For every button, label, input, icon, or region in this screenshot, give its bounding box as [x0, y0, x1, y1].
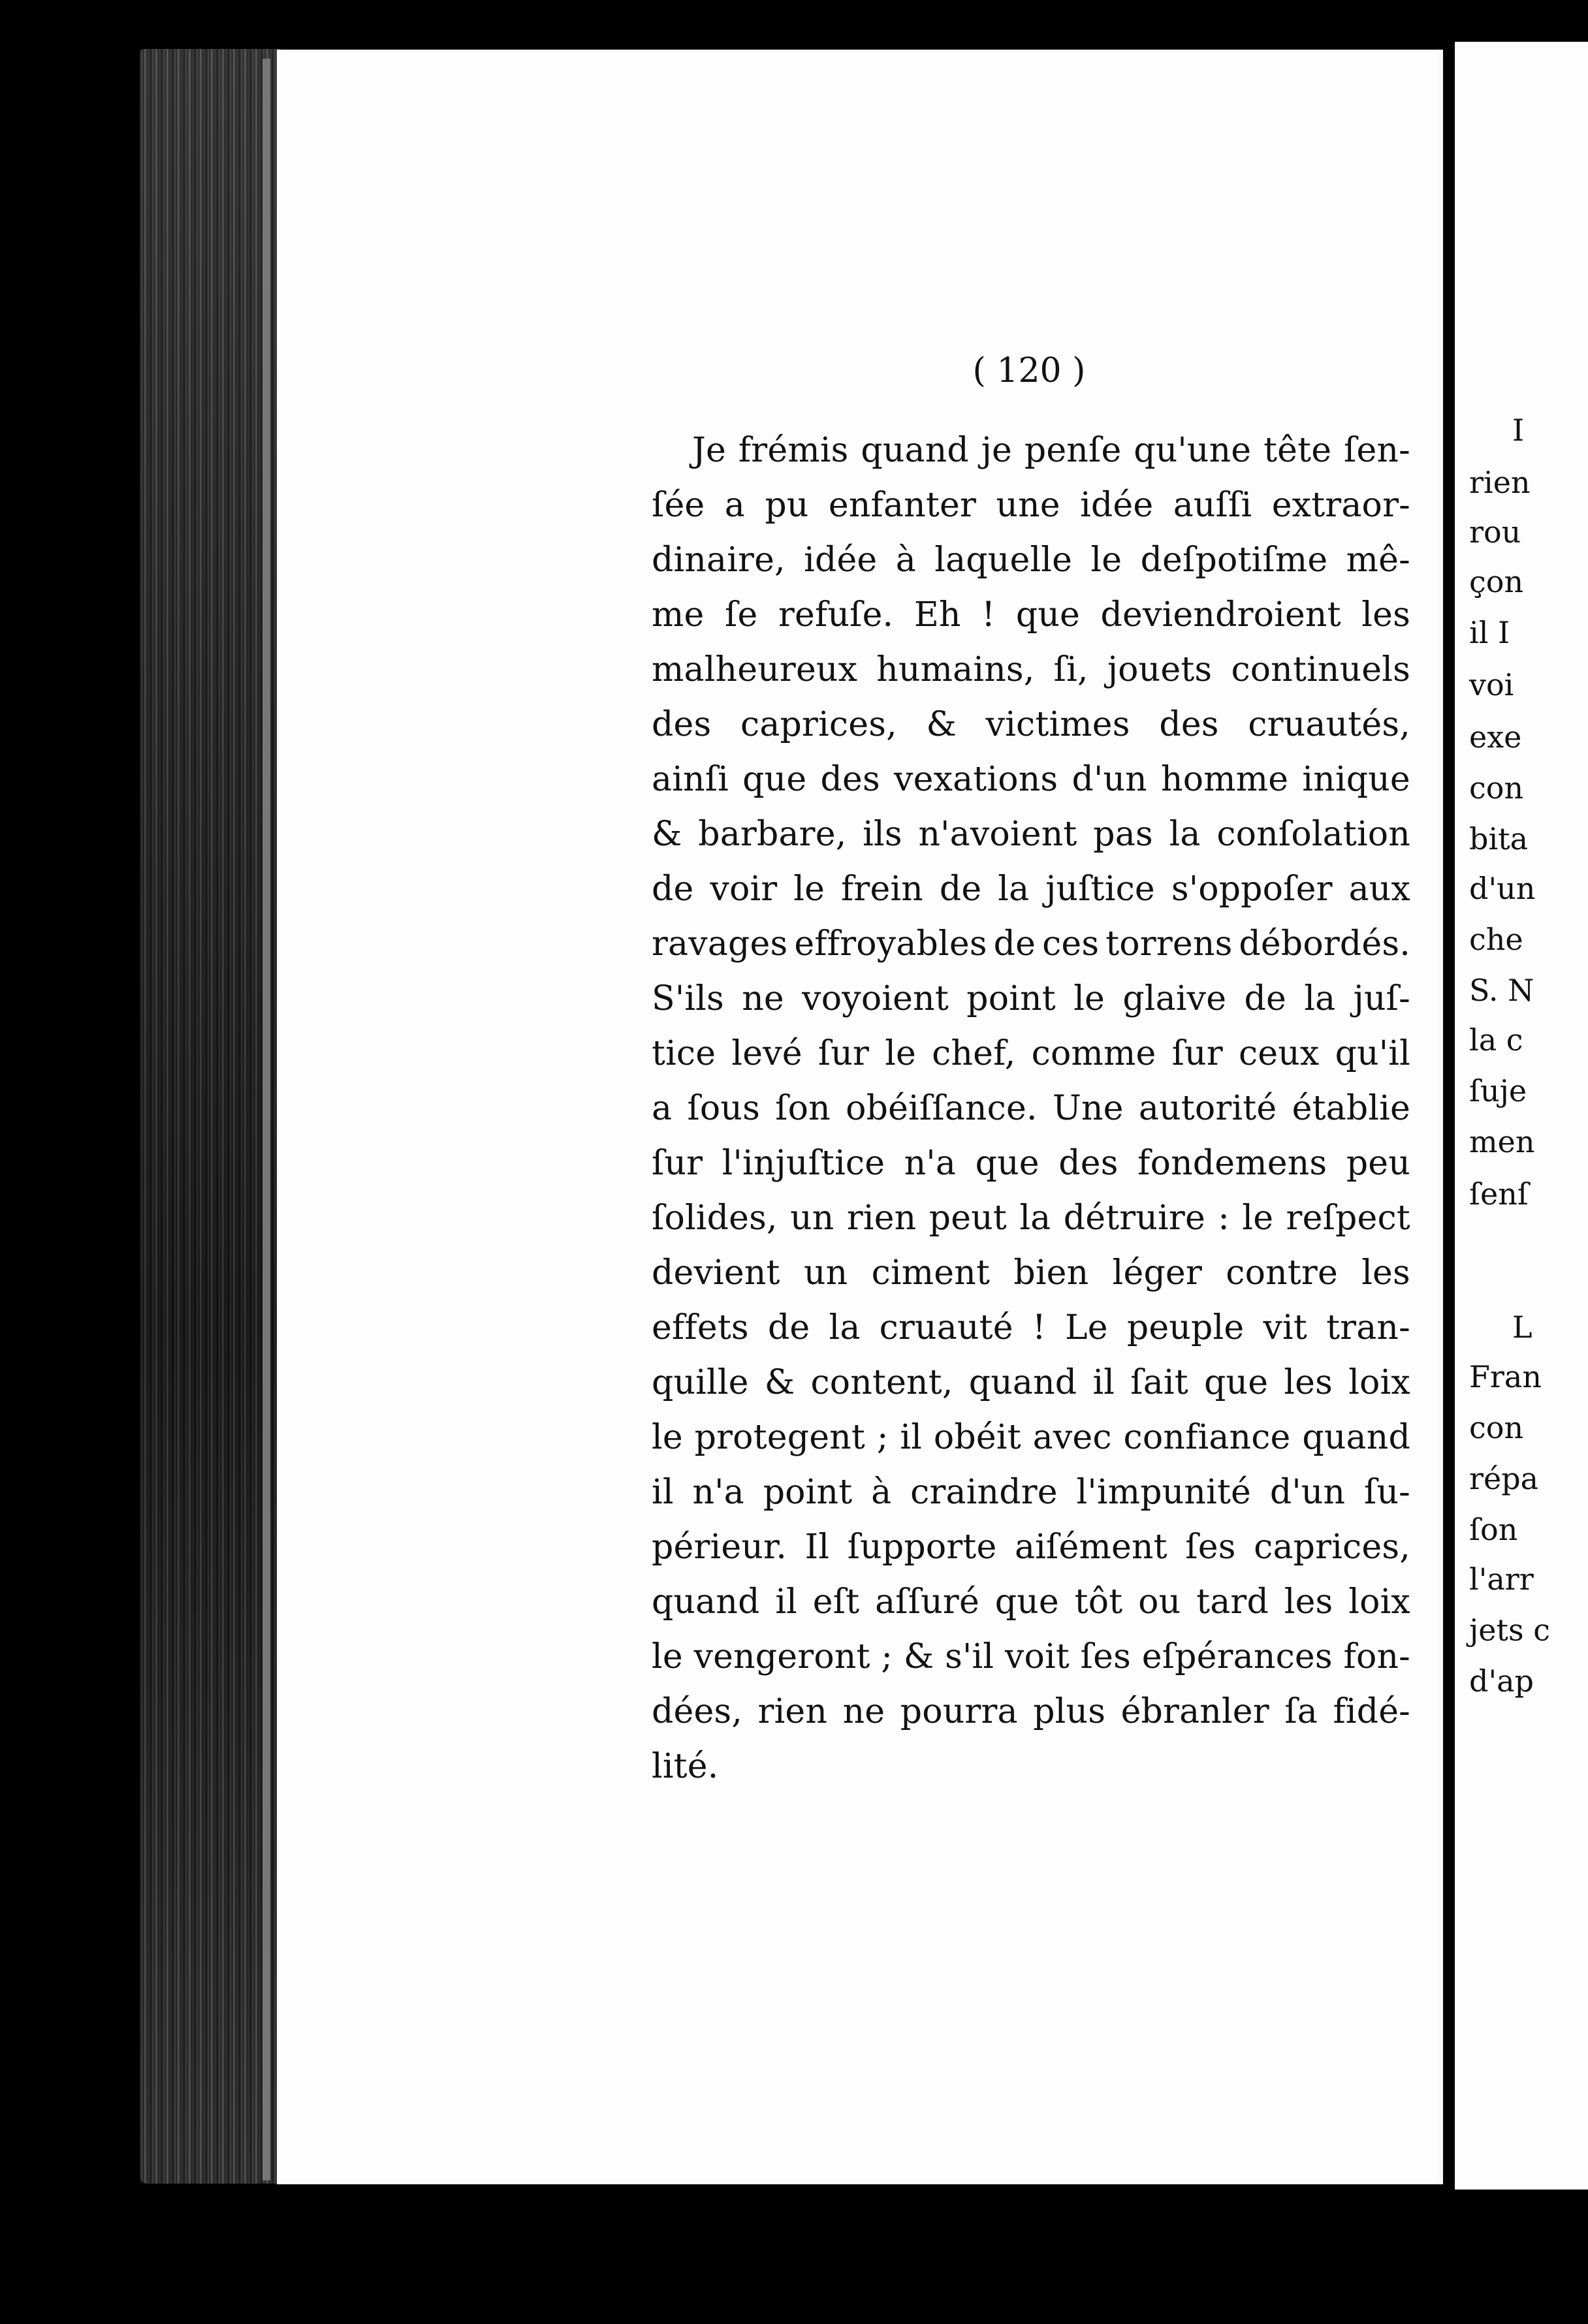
- text-line: le protegent ; il obéit avec confiance quand: [652, 1418, 1410, 1457]
- facing-page-fragment: con: [1469, 770, 1524, 806]
- text-line: le vengeront ; & s'il voit ſes eſpérances fon-: [652, 1637, 1410, 1676]
- facing-page-fragment: il I: [1469, 615, 1510, 650]
- text-line: des caprices, & victimes des cruautés,: [652, 705, 1410, 744]
- facing-page-fragment: ſenſ: [1469, 1176, 1529, 1212]
- text-line: dées, rien ne pourra plus ébranler ſa fidé-: [652, 1692, 1410, 1731]
- facing-page-fragment: L: [1512, 1310, 1532, 1345]
- text-line: il n'a point à craindre l'impunité d'un ſu-: [652, 1473, 1410, 1512]
- text-line: de voir le frein de la juſtice s'oppoſer aux: [652, 870, 1410, 909]
- facing-page-fragment: jets c: [1469, 1612, 1550, 1648]
- facing-page-fragment: voi: [1469, 667, 1514, 702]
- text-line: quand il eſt aſſuré que tôt ou tard les loix: [652, 1582, 1410, 1622]
- facing-page: [1455, 42, 1588, 2190]
- text-line: ſolides, un rien peut la détruire : le reſpect: [652, 1199, 1410, 1238]
- facing-page-fragment: exe: [1469, 719, 1522, 755]
- text-line: devient un ciment bien léger contre les: [652, 1253, 1410, 1293]
- text-line: ſée a pu enfanter une idée auſſi extraor-: [652, 486, 1410, 525]
- text-line: tice levé ſur le chef, comme ſur ceux qu'il: [652, 1034, 1410, 1073]
- page-number: ( 120 ): [972, 351, 1086, 390]
- facing-page-fragment: I: [1512, 413, 1525, 448]
- facing-page-fragment: S. N: [1469, 973, 1534, 1008]
- text-line: ainſi que des vexations d'un homme inique: [652, 760, 1410, 799]
- text-line: a ſous ſon obéiſſance. Une autorité établie: [652, 1089, 1410, 1128]
- body-text: [652, 423, 1410, 1794]
- facing-page-fragment: [1469, 1217, 1588, 1263]
- text-line: effets de la cruauté ! Le peuple vit tran-: [652, 1308, 1410, 1347]
- facing-page-fragment: d'un: [1469, 871, 1536, 906]
- text-line: ravages effroyables de ces torrens débordés.: [652, 924, 1410, 964]
- facing-page-fragment: d'ap: [1469, 1663, 1534, 1699]
- facing-page-fragment: çon: [1469, 564, 1524, 599]
- facing-page-fragment: l'arr: [1469, 1562, 1534, 1597]
- text-line: dinaire, idée à laquelle le deſpotiſme mê-: [652, 541, 1410, 580]
- page-edge-rule: [262, 59, 270, 2180]
- book-gutter: [1443, 50, 1455, 2197]
- text-line: périeur. Il ſupporte aiſément ſes caprices,: [652, 1528, 1410, 1567]
- text-line: S'ils ne voyoient point le glaive de la juſ-: [652, 979, 1410, 1018]
- facing-page-fragment: ſon: [1469, 1512, 1518, 1547]
- facing-page-fragment: con: [1469, 1410, 1524, 1445]
- facing-page-fragment: ſuje: [1469, 1073, 1527, 1108]
- facing-page-fragment: men: [1469, 1124, 1535, 1159]
- facing-page-fragment: rien: [1469, 465, 1531, 500]
- facing-page-fragment: bita: [1469, 821, 1529, 856]
- facing-page-fragment: la c: [1469, 1022, 1523, 1058]
- facing-page-fragment: che: [1469, 922, 1523, 957]
- text-line: lité.: [652, 1747, 719, 1786]
- facing-page-fragment: Fran: [1469, 1359, 1542, 1394]
- text-line: me ſe refuſe. Eh ! que deviendroient les: [652, 595, 1410, 635]
- text-line: ſur l'injuſtice n'a que des fondemens peu: [652, 1144, 1410, 1183]
- text-line: Je frémis quand je penſe qu'une tête ſen-: [692, 431, 1410, 470]
- facing-page-fragment: répa: [1469, 1461, 1539, 1496]
- text-line: & barbare, ils n'avoient pas la conſolation: [652, 815, 1410, 854]
- page-stack-edge: [140, 49, 281, 2184]
- text-line: quille & content, quand il ſait que les loix: [652, 1363, 1410, 1402]
- facing-page-fragment: rou: [1469, 514, 1521, 550]
- text-line: malheureux humains, ſi, jouets continuels: [652, 650, 1410, 689]
